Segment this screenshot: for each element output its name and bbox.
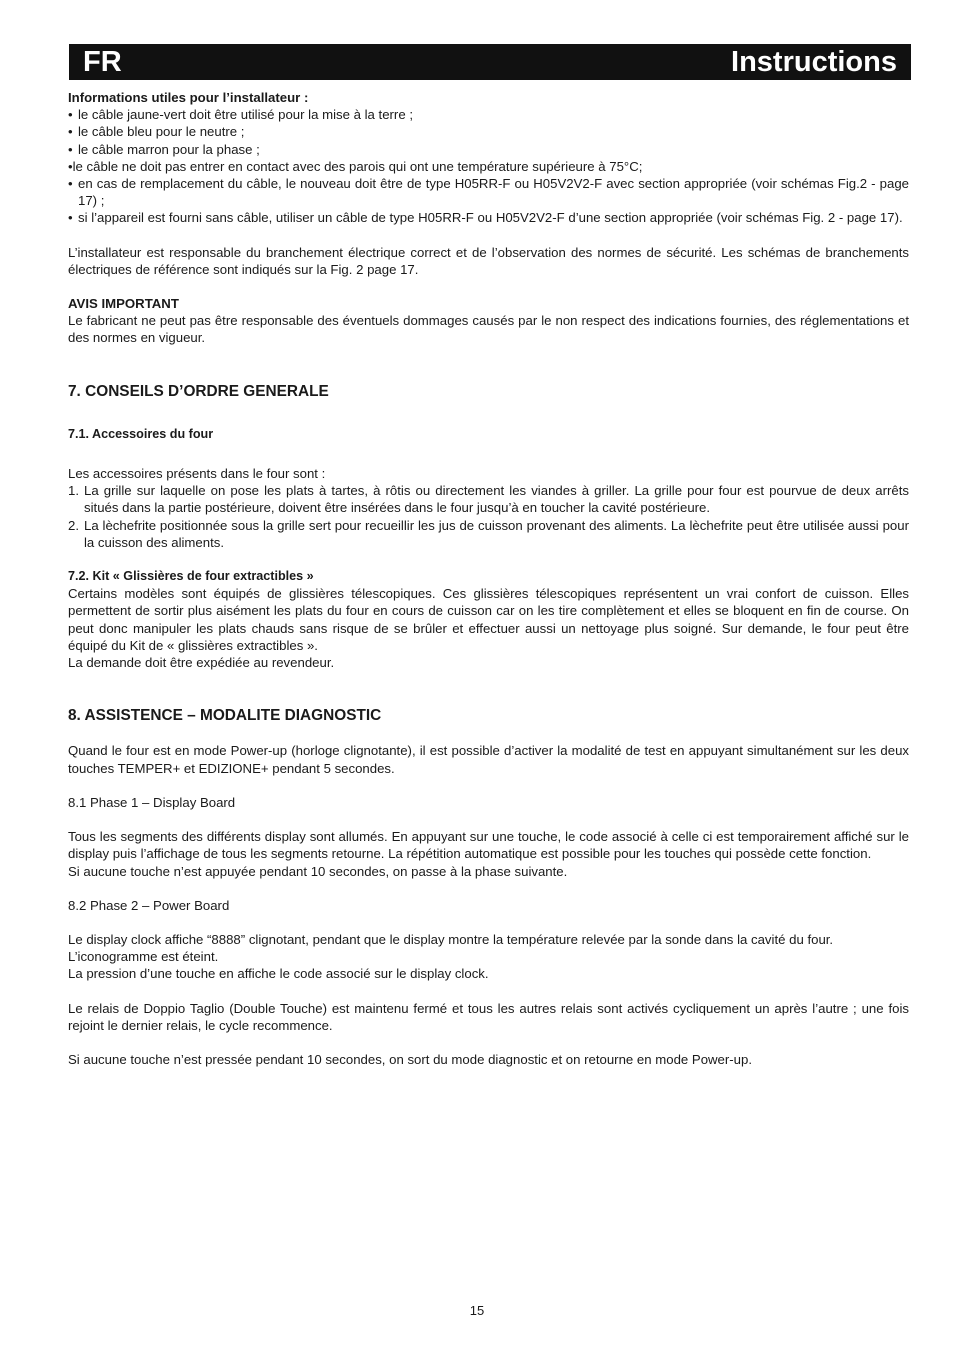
installer-responsibility: L’installateur est responsable du branchement électrique correct et de l’observation des normes de sécurité. Les schémas de branchements électriques de référence sont indiqués sur la Fig. 2 page 17. xyxy=(68,244,909,277)
list-item-text: en cas de remplacement du câble, le nouveau doit être de type H05RR-F ou H05V2V2-F avec section appropriée (voir schémas Fig.2 - page 17) ; xyxy=(78,176,909,209)
exit-text: Si aucune touche n’est pressée pendant 10 secondes, on sort du mode diagnostic et on retourne en mode Power-up. xyxy=(68,1051,752,1067)
phase-1-text: Tous les segments des différents display sont allumés. En appuyant sur une touche, le code associé à celle ci est temporairement affiché sur le display puis l’affichage de tous les segments retourne. La répétition automatique est possible pour les touches qui possède cette fonction. xyxy=(68,829,909,862)
list-number: 1. xyxy=(68,483,79,499)
phase-2-text: Le display clock affiche “8888” clignotant, pendant que le display montre la température relevée par la sonde dans la cavité du four. xyxy=(68,931,834,947)
list-item-text: La lèchefrite positionnée sous la grille sert pour recueillir les jus de cuisson provenant des aliments. La lèchefrite peut être utilisée aussi pour la cuisson des aliments. xyxy=(84,517,909,550)
list-item xyxy=(68,517,909,551)
bullet-icon: • xyxy=(68,107,73,123)
bullet-icon: • xyxy=(68,210,73,226)
subsection-7-2-title: 7.2. Kit « Glissières de four extractibles » xyxy=(68,569,314,584)
page-header-bar xyxy=(69,44,911,80)
notice-heading: AVIS IMPORTANT xyxy=(68,296,179,312)
phase-1-title: 8.1 Phase 1 – Display Board xyxy=(68,794,236,810)
diagnostic-intro: Quand le four est en mode Power-up (horloge clignotante), il est possible d’activer la modalité de test en appuyant simultanément sur les deux touches TEMPER+ et EDIZIONE+ pendant 5 secondes. xyxy=(68,743,909,776)
accessories-intro: Les accessoires présents dans le four sont : xyxy=(68,466,326,482)
list-item xyxy=(68,141,909,158)
slides-description: Certains modèles sont équipés de glissières télescopiques. Ces glissières télescopiques représentent un vrai confort de cuisson. Elles permettent de sortir plus aisément les plats du four en cours de cuisson car on les tire complètement et elles se bloquent en fin de course. On peut donc manipuler les plats chauds sans risque de se brûler et effectuer aussi un nettoyage plus soigné. Sur demande, le four peut être équipé du Kit de « glissières extractibles ». xyxy=(68,586,909,653)
list-item xyxy=(68,175,909,209)
page-number: 15 xyxy=(469,1303,485,1318)
list-item xyxy=(68,209,909,226)
document-body xyxy=(68,89,909,1068)
list-item xyxy=(68,106,909,123)
list-item-text: le câble bleu pour le neutre ; xyxy=(78,124,245,140)
list-item-text: La grille sur laquelle on pose les plats à tartes, à rôtis ou directement les viandes à griller. La grille pour four est pourvue de deux arrêts situés dans la partie postérieure, doivent être insérées dans le four jusqu’à en toucher la cavité postérieure. xyxy=(84,483,909,516)
slides-note: La demande doit être expédiée au revendeur. xyxy=(68,655,335,671)
list-item-text: le câble ne doit pas entrer en contact avec des parois qui ont une température supérieure à 75°C; xyxy=(72,158,643,174)
phase-2-icon-note: L’iconogramme est éteint. xyxy=(68,949,219,965)
phase-2-press-note: La pression d’une touche en affiche le code associé sur le display clock. xyxy=(68,966,489,982)
relay-text: Le relais de Doppio Taglio (Double Touche) est maintenu fermé et tous les autres relais sont activés cycliquement un après l’autre ; une fois rejoint le dernier relais, le cycle recommence. xyxy=(68,1000,909,1033)
installer-heading: Informations utiles pour l’installateur : xyxy=(68,90,309,105)
page-title: Instructions xyxy=(731,46,897,78)
section-8-title: 8. ASSISTENCE – MODALITE DIAGNOSTIC xyxy=(68,707,382,725)
bullet-icon: • xyxy=(68,158,73,174)
list-item-text: le câble jaune-vert doit être utilisé pour la mise à la terre ; xyxy=(78,107,413,123)
bullet-icon: • xyxy=(68,141,73,157)
list-number: 2. xyxy=(68,517,79,533)
bullet-icon: • xyxy=(68,176,73,192)
list-item xyxy=(68,123,909,140)
notice-text: Le fabricant ne peut pas être responsable des éventuels dommages causés par le non respect des indications fournies, des réglementations et des normes en vigueur. xyxy=(68,313,909,346)
list-item-text: le câble marron pour la phase ; xyxy=(78,141,260,157)
list-item xyxy=(68,482,909,516)
bullet-icon: • xyxy=(68,124,73,140)
list-item-text: si l’appareil est fourni sans câble, utiliser un câble de type H05RR-F ou H05V2V2-F d’une section appropriée (voir schémas Fig. 2 - page 17). xyxy=(78,210,903,226)
phase-1-note: Si aucune touche n’est appuyée pendant 10 secondes, on passe à la phase suivante. xyxy=(68,863,568,879)
language-code: FR xyxy=(83,46,122,78)
subsection-7-1-title: 7.1. Accessoires du four xyxy=(68,426,214,441)
list-item xyxy=(68,158,909,175)
phase-2-title: 8.2 Phase 2 – Power Board xyxy=(68,897,230,913)
section-7-title: 7. CONSEILS D’ORDRE GENERALE xyxy=(68,382,329,400)
